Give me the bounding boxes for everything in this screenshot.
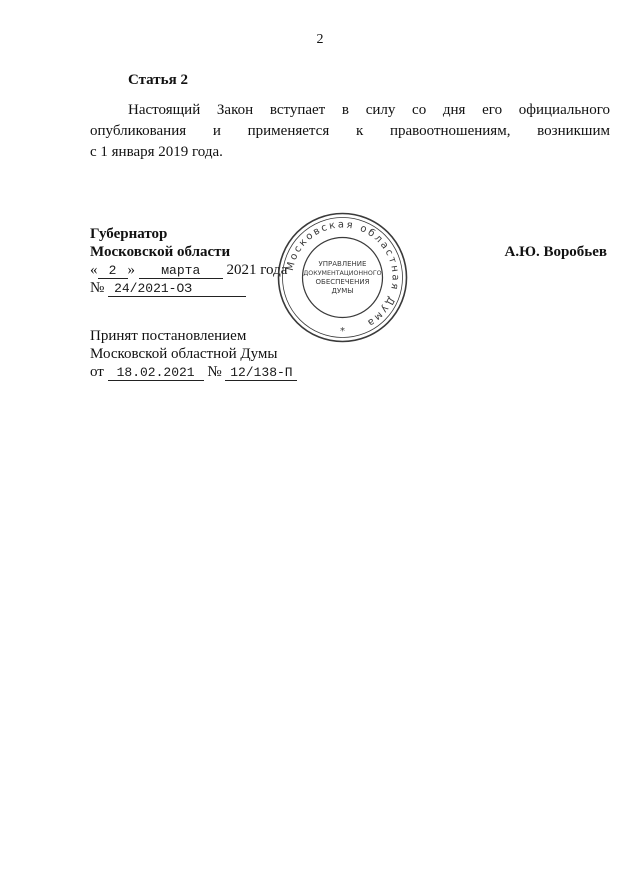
governor-title: Губернатор: [90, 226, 168, 242]
paragraph-line: Настоящий Закон вступает в силу со дня его официального: [128, 102, 610, 118]
from-label: от: [90, 364, 104, 380]
adoption-date: 18.02.2021: [108, 366, 204, 381]
stamp-center-line: ОБЕСПЕЧЕНИЯ: [315, 278, 370, 286]
adoption-number-label: №: [207, 364, 222, 380]
date-year: 2021 года: [226, 262, 288, 278]
adoption-details: [90, 364, 297, 381]
stamp-center-line: ДУМЫ: [331, 287, 354, 295]
article-paragraph: [90, 100, 610, 163]
quote-close: »: [127, 262, 135, 278]
stamp-star-icon: *: [340, 326, 345, 337]
article-title: Статья 2: [128, 72, 188, 88]
adoption-line: Принят постановлением: [90, 328, 247, 344]
paragraph-line: с 1 января 2019 года.: [90, 144, 223, 160]
stamp-center-line: УПРАВЛЕНИЕ: [318, 260, 367, 268]
official-stamp: [275, 210, 410, 345]
governor-name: А.Ю. Воробьев: [504, 244, 607, 260]
law-number: [90, 280, 246, 297]
date-month: марта: [139, 264, 223, 279]
stamp-ring-text: Московская областная Дума: [284, 219, 401, 330]
page-number: 2: [316, 32, 324, 47]
signing-date: [90, 262, 287, 279]
paragraph-line: опубликования и применяется к правоотношениям, возникшим: [90, 123, 610, 139]
adoption-line: Московской областной Думы: [90, 346, 278, 362]
date-day: 2: [98, 264, 128, 279]
governor-org: Московской области: [90, 244, 231, 260]
quote-open: «: [90, 262, 98, 278]
number-label: №: [90, 280, 105, 296]
number-value: 24/2021-ОЗ: [108, 282, 246, 297]
adoption-number: 12/138-П: [225, 366, 297, 381]
stamp-center-line: ДОКУМЕНТАЦИОННОГО: [303, 270, 382, 277]
